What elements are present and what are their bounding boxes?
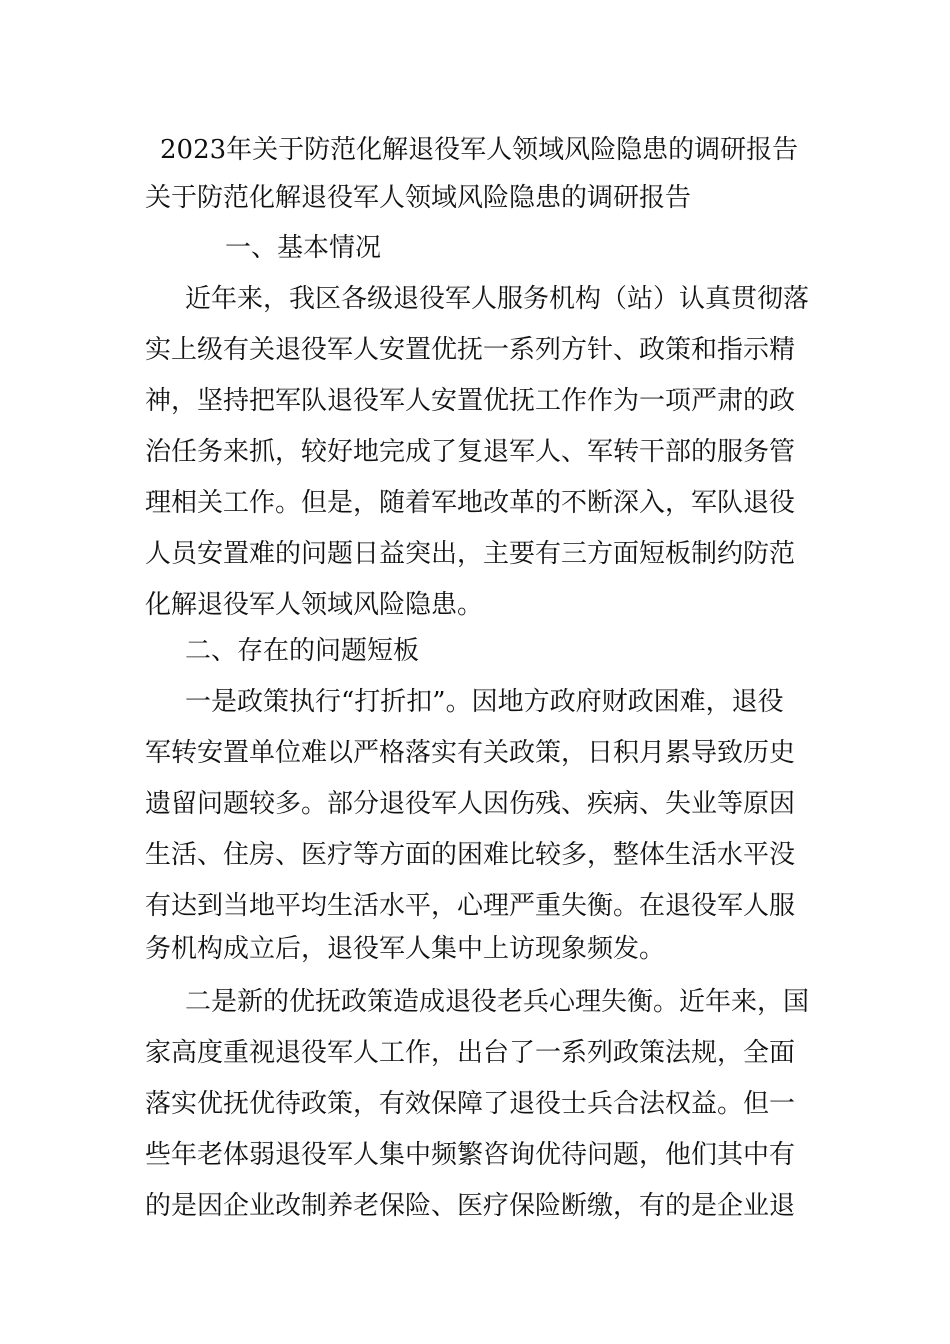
document-subtitle: 关于防范化解退役军人领域风险隐患的调研报告 <box>145 183 692 213</box>
paragraph-line: 二是新的优抚政策造成退役老兵心理失衡。近年来，国 <box>185 987 810 1017</box>
paragraph-line: 理相关工作。但是，随着军地改革的不断深入，军队退役 <box>145 488 796 518</box>
section-heading-problems: 二、存在的问题短板 <box>185 636 420 666</box>
paragraph-line: 务机构成立后，退役军人集中上访现象频发。 <box>145 934 666 964</box>
paragraph-line: 些年老体弱退役军人集中频繁咨询优待问题，他们其中有 <box>145 1140 796 1170</box>
paragraph-line: 化解退役军人领域风险隐患。 <box>145 590 484 620</box>
paragraph-line: 神，坚持把军队退役军人安置优抚工作作为一项严肃的政 <box>145 386 796 416</box>
paragraph-line: 有达到当地平均生活水平，心理严重失衡。在退役军人服 <box>145 891 796 921</box>
paragraph-line: 军转安置单位难以严格落实有关政策，日积月累导致历史 <box>145 738 796 768</box>
document-title: 2023年关于防范化解退役军人领域风险隐患的调研报告 <box>160 135 799 165</box>
paragraph-line: 家高度重视退役军人工作，出台了一系列政策法规，全面 <box>145 1038 796 1068</box>
paragraph-line: 人员安置难的问题日益突出，主要有三方面短板制约防范 <box>145 539 796 569</box>
paragraph-line: 落实优抚优待政策，有效保障了退役士兵合法权益。但一 <box>145 1089 796 1119</box>
paragraph-line: 遗留问题较多。部分退役军人因伤残、疾病、失业等原因 <box>145 789 796 819</box>
paragraph-line: 一是政策执行“打折扣”。因地方政府财政困难，退役 <box>185 687 784 717</box>
paragraph-line: 生活、住房、医疗等方面的困难比较多，整体生活水平没 <box>145 840 796 870</box>
paragraph-line: 实上级有关退役军人安置优抚一系列方针、政策和指示精 <box>145 335 796 365</box>
section-heading-basic-situation: 一、基本情况 <box>225 233 382 263</box>
paragraph-line: 治任务来抓，较好地完成了复退军人、军转干部的服务管 <box>145 437 796 467</box>
paragraph-line: 的是因企业改制养老保险、医疗保险断缴，有的是企业退 <box>145 1191 796 1221</box>
paragraph-line: 近年来，我区各级退役军人服务机构（站）认真贯彻落 <box>185 284 810 314</box>
